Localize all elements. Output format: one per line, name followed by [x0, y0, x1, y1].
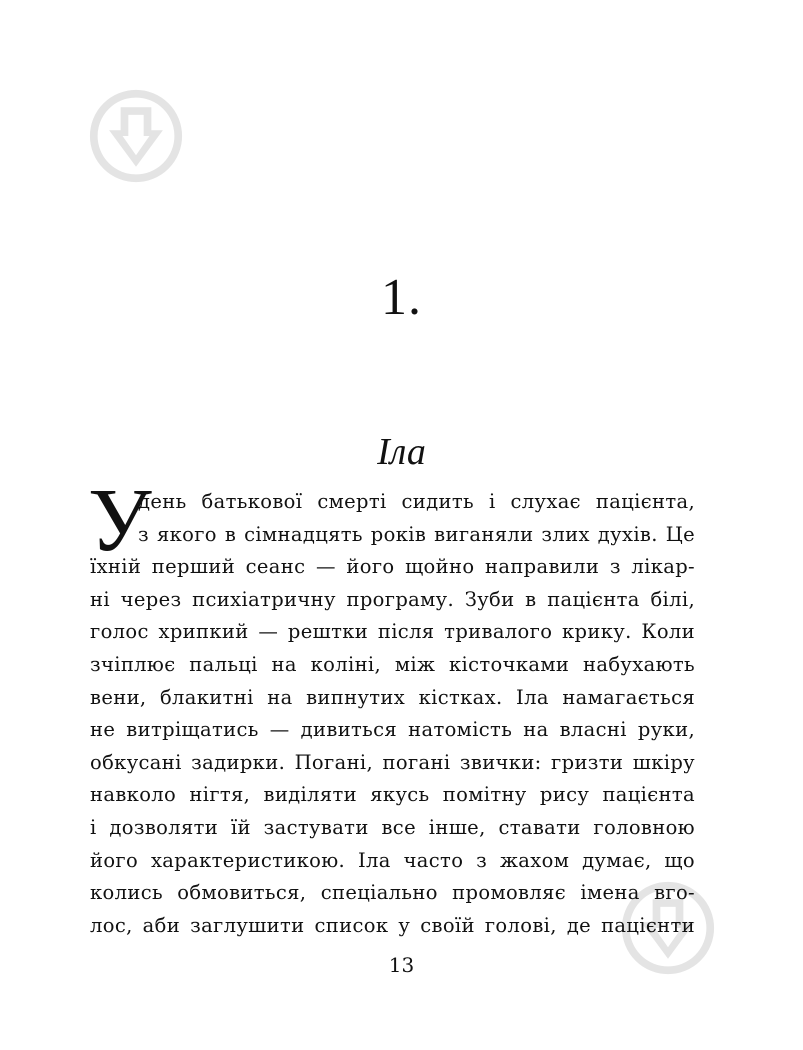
- text-line: з якого в сімнадцять років виганяли злих духів. Це: [138, 522, 695, 546]
- text-line: зчіплює пальці на коліні, між кісточками набухають: [90, 652, 695, 676]
- text-line: вени, блакитні на випнутих кістках. Іла намагається: [90, 685, 695, 709]
- drop-cap: У: [88, 471, 152, 570]
- chapter-number: 1.: [381, 269, 422, 326]
- text-line: і дозволяти їй застувати все інше, ставати головною: [90, 815, 695, 839]
- text-line: обкусані задирки. Погані, погані звички: гризти шкіру: [90, 750, 695, 774]
- text-line: голос хрипкий — рештки після тривалого крику. Коли: [90, 620, 695, 644]
- text-line: його характеристикою. Іла часто з жахом думає, що: [90, 848, 695, 872]
- text-line: колись обмовиться, спеціально промовляє імена вго-: [90, 881, 695, 905]
- text-line: лос, аби заглушити список у своїй голові, де пацієнти: [90, 913, 695, 937]
- page-number: 13: [388, 953, 415, 977]
- chapter-title: Іла: [377, 431, 426, 473]
- text-line: навколо нігтя, виділяти якусь помітну рису пацієнта: [90, 783, 695, 807]
- text-line: їхній перший сеанс — його щойно направили з лікар-: [90, 555, 695, 579]
- text-line: не витріщатись — дивиться натомість на власні руки,: [90, 718, 695, 742]
- text-line: день батькової смерті сидить і слухає пацієнта,: [138, 490, 695, 513]
- watermark-pen-icon: [88, 88, 184, 184]
- text-line: ні через психіатричну програму. Зуби в пацієнта білі,: [90, 587, 695, 611]
- body-text: [88, 471, 695, 942]
